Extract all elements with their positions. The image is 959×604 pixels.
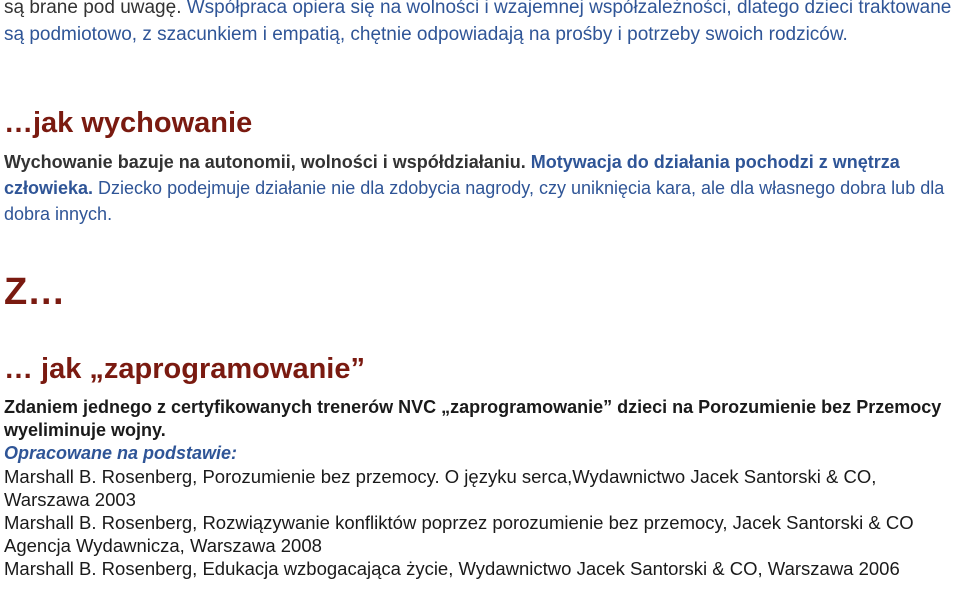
programming-section — [4, 396, 956, 580]
upbringing-sentence-3: Dziecko podejmuje działanie nie dla zdobycia nagrody, czy uniknięcia kara, ale dla własnego dobra lub dla dobra innych. — [4, 178, 945, 224]
intro-lead-text: są brane pod uwagę. — [4, 0, 187, 18]
reference-item: Marshall B. Rosenberg, Rozwiązywanie konfliktów poprzez porozumienie bez przemocy, Jacek Santorski & CO Agencja Wydawnicza, Warszawa 2008 — [4, 512, 914, 556]
programming-summary: Zdaniem jednego z certyfikowanych trenerów NVC „zaprogramowanie” dzieci na Porozumienie bez Przemocy wyeliminuje wojny. — [4, 397, 942, 440]
intro-cooperation-text: Współpraca opiera się na wolności i wzajemnej współzależności, dlatego dzieci traktowane są podmiotowo, z szacunkiem i empatią, chętnie odpowiadają na prośby i potrzeby swoich rodziców. — [4, 0, 952, 45]
intro-paragraph — [4, 0, 956, 48]
heading-jak-wychowanie: …jak wychowanie — [4, 107, 253, 139]
sources-label: Opracowane na podstawie: — [4, 443, 238, 463]
upbringing-sentence-2: Motywacja do działania pochodzi z wnętrza człowieka. — [4, 152, 900, 198]
heading-jak-zaprogramowanie: … jak „zaprogramowanie” — [4, 353, 365, 385]
upbringing-paragraph — [4, 149, 956, 227]
heading-z: Z… — [4, 271, 66, 313]
upbringing-sentence-1: Wychowanie bazuje na autonomii, wolności i współdziałaniu. — [4, 152, 526, 172]
reference-item: Marshall B. Rosenberg, Edukacja wzbogacająca życie, Wydawnictwo Jacek Santorski & CO, Warszawa 2006 — [4, 558, 900, 579]
reference-item: Marshall B. Rosenberg, Porozumienie bez przemocy. O języku serca,Wydawnictwo Jacek Santorski & CO, Warszawa 2003 — [4, 466, 877, 510]
